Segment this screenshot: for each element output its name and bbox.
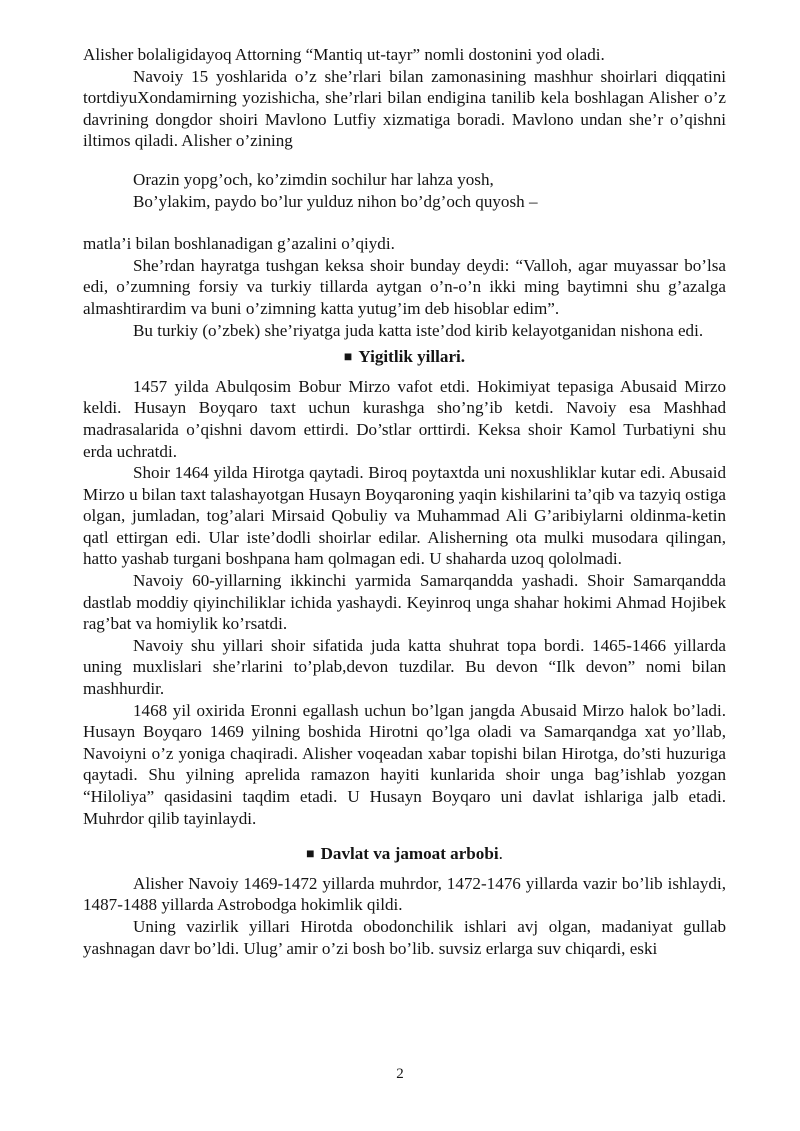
- paragraph-navoiy-15: Navoiy 15 yoshlarida o’z she’rlari bilan zamonasining mashhur shoirlari diqqatini tortdiyuXondamirning yozishicha, she’rlari bilan endigina tanilib kela boshlagan Alisher o’z davrining dongdor shoiri Mavlono Lutfiy xizmatiga boradi. Mavlono undan she’r o’qishni iltimos qiladi. Alisher o’zining: [83, 66, 726, 151]
- verse-spacer-bottom: [83, 212, 726, 233]
- paragraph-vazirlik: Uning vazirlik yillari Hirotda obodonchilik ishlari avj olgan, madaniyat gullab yashnagan davr bo’ldi. Ulug’ amir o’zi bosh bo’lib. suvsiz erlarga suv chiqardi, eski: [83, 916, 726, 958]
- section-heading-yigitlik: [83, 346, 726, 370]
- verse-line-2: Bo’ylakim, paydo bo’lur yulduz nihon bo’dg’och quyosh –: [133, 191, 538, 211]
- paragraph-1457: 1457 yilda Abulqosim Bobur Mirzo vafot etdi. Hokimiyat tepasiga Abusaid Mirzo keldi. Husayn Boyqaro taxt uchun kurashga sho’ng’ib ketdi. Navoiy esa Mashhad madrasalarida o’qishni davom ettirdi. Do’stlar orttirdi. Keksa shoir Kamol Turbatiyni shu erda uchratdi.: [83, 376, 726, 461]
- section-heading-davlat-punct: .: [498, 844, 503, 864]
- paragraph-lutfiy: She’rdan hayratga tushgan keksa shoir bunday deydi: “Valloh, agar muyassar bo’lsa edi, o’zumning forsiy va turkiy tillarda aytgan o’n-o’n ikki ming baytimni shu g’azalga almashtirardim va buni o’zimning katta yutug’im deb hisoblar edim”.: [83, 255, 726, 318]
- section-heading-davlat-text: Davlat va jamoat arbobi: [320, 844, 499, 864]
- section-heading-davlat: [83, 843, 726, 867]
- paragraph-1468: 1468 yil oxirida Eronni egallash uchun bo’lgan jangda Abusaid Mirzo halok bo’ladi. Husayn Boyqaro 1469 yilning boshida Hirotni qo’lga oladi va Samarqandga xat yo’llab, Navoiyni o’z yoniga chaqiradi. Alisher voqeadan xabar topishi bilan Hirotga, do’sti huzuriga qaytadi. Shu yilning aprelida ramazon hayiti kunlarida shoir unga bag’ishlab yozgan “Hiloliya” qasidasini taqdim etadi. U Husayn Boyqaro uni davlat ishlariga jalb etadi. Muhrdor qilib tayinlaydi.: [83, 700, 726, 828]
- square-bullet-icon: ■: [306, 847, 315, 863]
- verse-block: [83, 169, 726, 212]
- page-number: 2: [396, 1066, 404, 1082]
- document-page: [83, 44, 726, 959]
- paragraph-60-yillar: Navoiy 60-yillarning ikkinchi yarmida Samarqandda yashadi. Shoir Samarqandda dastlab moddiy qiyinchiliklar ichida yashaydi. Keyinroq unga shahar hokimi Ahmad Hojibek rag’bat va homiylik ko’rsatdi.: [83, 571, 726, 634]
- section-heading-yigitlik-text: Yigitlik yillari.: [358, 347, 466, 367]
- paragraph-1464: Shoir 1464 yilda Hirotga qaytadi. Biroq poytaxtda uni noxushliklar kutar edi. Abusaid Mirzo u bilan taxt talashayotgan Husayn Boyqaroning yaqin kishilarini ta’qib va tazyiq ostiga olgan, jumladan, tog’alari Mirsaid Qobuliy va Muhammad Ali G’aribiylarni oldinma-ketin qatl ettirgan edi. Ular iste’dodli shoirlar edilar. Alisherning ota mulki musodara qilingan, hatto yashab turgani boshpana ham qolmagan edi. U shaharda uzoq qololmadi.: [83, 463, 726, 569]
- square-bullet-icon: ■: [343, 350, 353, 366]
- paragraph-intro: Alisher bolaligidayoq Attorning “Mantiq ut-tayr” nomli dostonini yod oladi.: [83, 45, 605, 64]
- verse-spacer-top: [83, 152, 726, 169]
- paragraph-turkiy: Bu turkiy (o’zbek) she’riyatga juda katta iste’dod kirib kelayotganidan nishona edi.: [133, 320, 704, 340]
- paragraph-muhrdor: Alisher Navoiy 1469-1472 yillarda muhrdor, 1472-1476 yillarda vazir bo’lib ishlaydi, 1487-1488 yillarda Astrobodga hokimlik qildi.: [83, 873, 726, 915]
- verse-line-1: Orazin yopg’och, ko’zimdin sochilur har lahza yosh,: [133, 169, 494, 189]
- paragraph-ilk-devon: Navoiy shu yillari shoir sifatida juda katta shuhrat topa bordi. 1465-1466 yillarda uning muxlislari she’rlarini to’plab,devon tuzdilar. Bu devon “Ilk devon” nomi bilan mashhurdir.: [83, 635, 726, 699]
- paragraph-matla: matla’i bilan boshlanadigan g’azalini o’qiydi.: [83, 234, 395, 254]
